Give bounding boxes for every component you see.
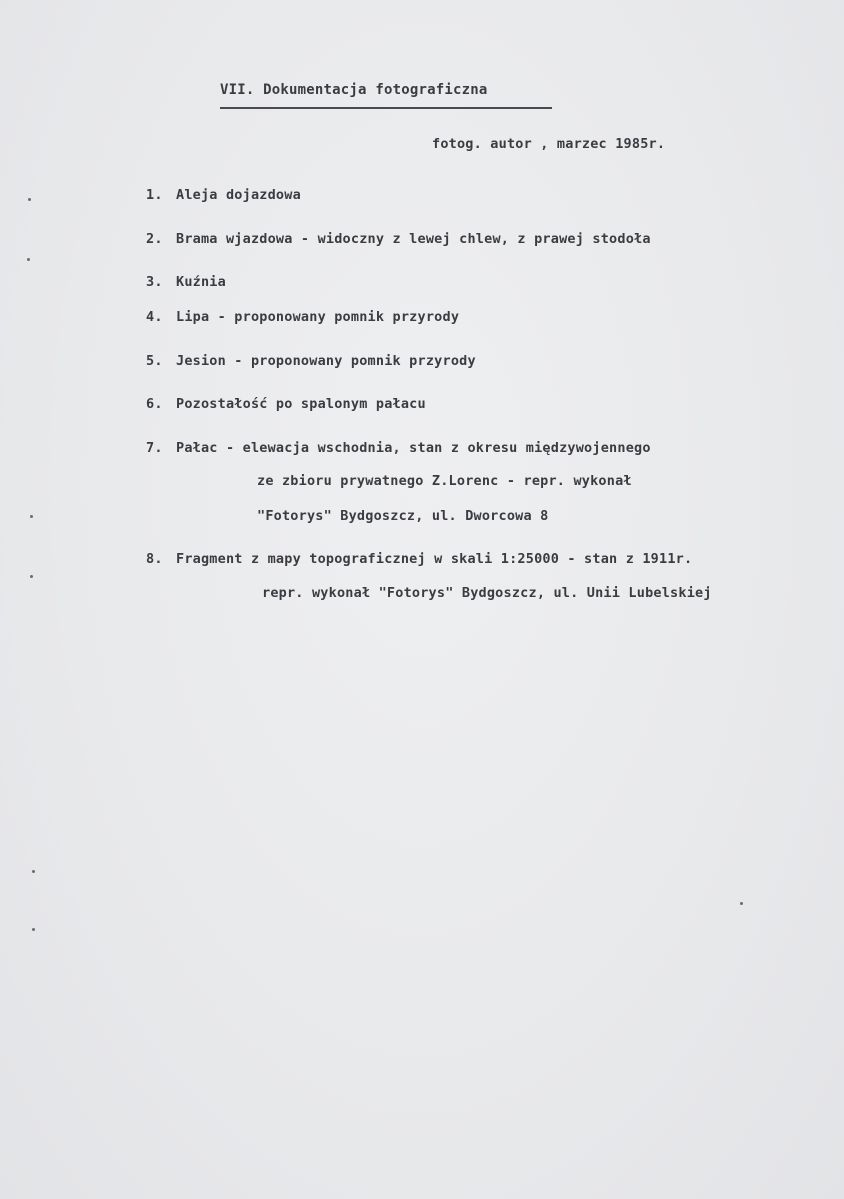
item-number: 3. [146,274,163,290]
item-text: Aleja dojazdowa [176,187,301,203]
list-item [146,440,651,456]
paper-speck [30,575,33,578]
paper-speck [32,870,35,873]
paper-speck [30,515,33,518]
paper-speck [740,902,743,905]
paper-speck [28,198,31,201]
item-text: Brama wjazdowa - widoczny z lewej chlew, z prawej stodoła [176,231,651,247]
item-text: Kuźnia [176,274,226,290]
paper-speck [32,928,35,931]
list-item [146,231,651,247]
item-continuation: ze zbioru prywatnego Z.Lorenc - repr. wykonał [257,473,632,489]
photo-author-date: fotog. autor , marzec 1985r. [432,136,666,152]
title-underline [220,107,552,109]
list-item [146,309,459,325]
list-item [146,274,226,290]
item-number: 4. [146,309,163,325]
list-item [146,187,301,203]
page-title: VII. Dokumentacja fotograficzna [220,82,488,98]
item-number: 1. [146,187,163,203]
item-number: 8. [146,551,163,567]
item-continuation: "Fotorys" Bydgoszcz, ul. Dworcowa 8 [257,508,549,524]
list-item [146,551,692,567]
list-item [146,396,426,412]
item-text: Jesion - proponowany pomnik przyrody [176,353,476,369]
item-number: 6. [146,396,163,412]
item-text: Pałac - elewacja wschodnia, stan z okresu międzywojennego [176,440,651,456]
item-text: Lipa - proponowany pomnik przyrody [176,309,460,325]
item-number: 5. [146,353,163,369]
item-continuation: repr. wykonał "Fotorys" Bydgoszcz, ul. Unii Lubelskiej [262,585,712,601]
item-number: 7. [146,440,163,456]
list-item [146,353,476,369]
item-text: Fragment z mapy topograficznej w skali 1:25000 - stan z 1911r. [176,551,693,567]
item-text: Pozostałość po spalonym pałacu [176,396,426,412]
paper-speck [27,258,30,261]
item-number: 2. [146,231,163,247]
